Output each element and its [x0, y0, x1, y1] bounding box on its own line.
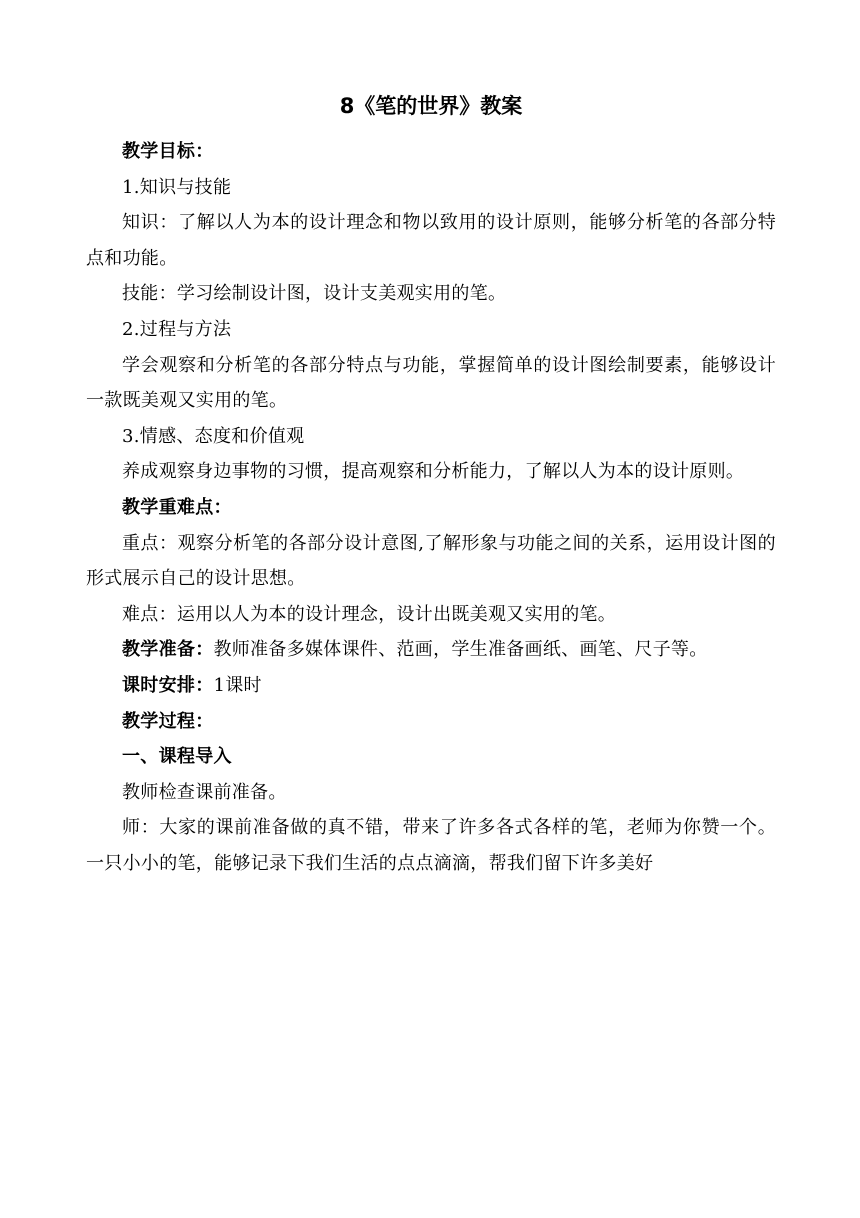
keypoints-heading: 教学重难点： — [122, 496, 232, 518]
process-heading: 教学过程： — [122, 710, 214, 732]
objectives-heading: 教学目标： — [122, 141, 214, 162]
section-1-heading: 一、课程导入 — [122, 746, 232, 768]
teaching-prep — [86, 632, 776, 668]
class-schedule-text: 1课时 — [213, 674, 262, 696]
teaching-prep-text: 教师准备多媒体课件、范画，学生准备画纸、画笔、尺子等。 — [213, 639, 708, 661]
objective-1-skill: 技能：学习绘制设计图，设计支美观实用的笔。 — [122, 283, 507, 305]
keypoint-text: 重点：观察分析笔的各部分设计意图,了解形象与功能之间的关系，运用设计图的形式展示自己的设计思想。 — [86, 532, 776, 590]
teaching-prep-label: 教学准备： — [122, 639, 214, 661]
objective-3-heading: 3.情感、态度和价值观 — [122, 425, 305, 447]
objective-1-heading: 1.知识与技能 — [122, 176, 232, 198]
objective-3-text: 养成观察身边事物的习惯，提高观察和分析能力，了解以人为本的设计原则。 — [122, 461, 745, 483]
section-1-paragraph-1: 教师检查课前准备。 — [122, 781, 287, 803]
document-title: 8《笔的世界》教案 — [339, 94, 523, 118]
section-1-paragraph-2: 师：大家的课前准备做的真不错，带来了许多各式各样的笔，老师为你赞一个。一只小小的笔，能够记录下我们生活的点点滴滴，帮我们留下许多美好 — [86, 817, 776, 874]
objective-2-heading: 2.过程与方法 — [122, 318, 232, 340]
objective-2-text: 学会观察和分析笔的各部分特点与功能，掌握简单的设计图绘制要素，能够设计一款既美观又实用的笔。 — [86, 354, 776, 412]
objective-1-knowledge: 知识：了解以人为本的设计理念和物以致用的设计原则，能够分析笔的各部分特点和功能。 — [86, 212, 776, 269]
difficulty-text: 难点：运用以人为本的设计理念，设计出既美观又实用的笔。 — [122, 603, 617, 625]
class-schedule-label: 课时安排： — [122, 674, 214, 696]
document-body — [86, 88, 776, 881]
class-schedule — [86, 668, 776, 704]
